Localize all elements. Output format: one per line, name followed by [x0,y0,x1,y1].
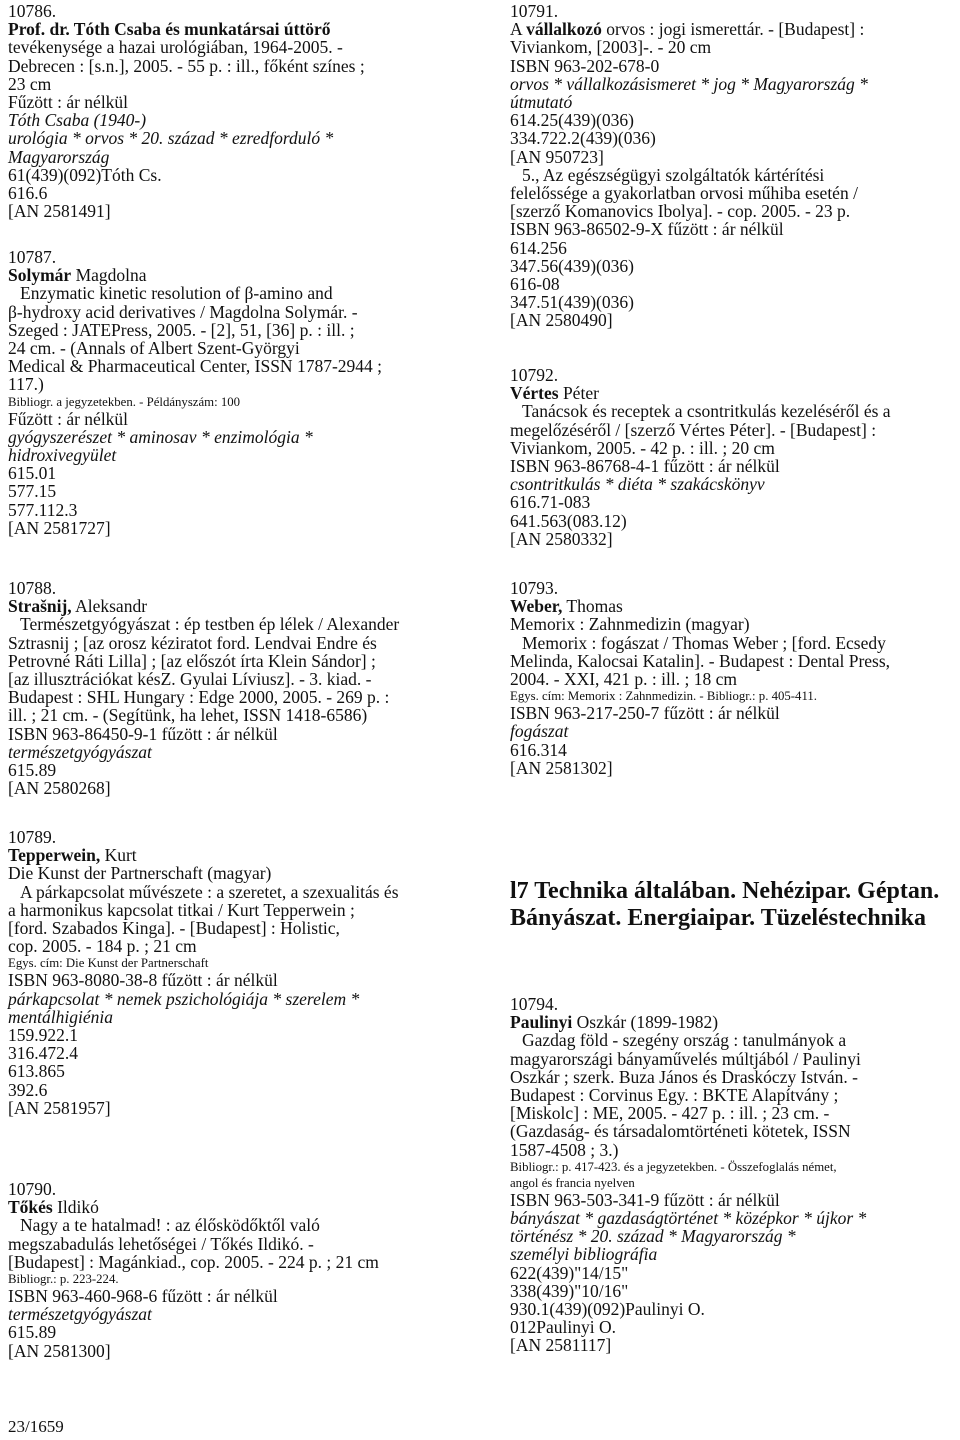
entry-title-line: Nagy a te hatalmad! : az élősködőktől való [20,1215,320,1236]
entry-line: Budapest : Corvinus Egy. : BKTE Alapítvány ; [510,1085,839,1106]
entry-line: [AN 2581117] [510,1335,612,1356]
entry-number: 10792. [510,365,559,385]
entry-line: Oszkár ; szerk. Buza János és Draskóczy István. - [510,1066,858,1087]
author-surname: Vértes [510,383,559,404]
entry-title-line: Tanácsok és receptek a csontritkulás kezeléséről és a [522,401,891,422]
author-surname: Strašnij, [8,596,72,617]
entry-line: [AN 2581491] [8,201,111,222]
entry-line: 117.) [8,374,44,395]
entry-line: a harmonikus kapcsolat titkai / Kurt Tepperwein ; [8,899,355,920]
entry-line: 23 cm [8,73,52,94]
author-given-name: Oszkár (1899-1982) [572,1012,719,1033]
author-surname: Prof. dr. Tóth Csaba és munkatársai úttörő [8,19,331,40]
author-surname: Weber, [510,596,563,617]
entry-line: 577.112.3 [8,499,78,520]
entry-line: 641.563(083.12) [510,510,627,531]
entry-line: 577.15 [8,481,57,502]
catalog-entry [8,1180,379,1360]
entry-line: magyarországi bányaművelés múltjából / Paulinyi [510,1048,861,1069]
entry-line: 159.922.1 [8,1025,78,1046]
entry-line: Memorix : Zahnmedizin (magyar) [510,614,750,635]
catalog-entry [510,2,868,330]
title-prefix: A [510,19,527,40]
catalog-entry [8,2,365,220]
subject-terms-line: gyógyszerészet * aminosav * enzimológia * [8,426,313,447]
author-given-name: Ildikó [52,1197,99,1218]
subject-terms-line: mentálhigiénia [8,1006,113,1027]
entry-line: 613.865 [8,1061,65,1082]
author-given-name: Magdolna [71,265,147,286]
section-heading-line: l7 Technika általában. Nehézipar. Géptan. [510,878,940,904]
entry-line: ISBN 963-86450-9-1 fűzött : ár nélkül [8,723,278,744]
entry-title-line: Memorix : fogászat / Thomas Weber ; [ford. Ecsedy [522,632,886,653]
entry-note: Egys. cím: Die Kunst der Partnerschaft [8,956,209,971]
subject-terms-line: orvos * vállalkozásismeret * jog * Magyarország * [510,73,868,94]
entry-line: 24 cm. - (Annals of Albert Szent-Györgyi [8,338,300,359]
entry-line: [AN 2580268] [8,778,111,799]
entry-line: ISBN 963-8080-38-8 fűzött : ár nélkül [8,970,278,991]
entry-title-line: Gazdag föld - szegény ország : tanulmányok a [522,1030,847,1051]
entry-line: 1587-4508 ; 3.) [510,1139,619,1160]
subject-terms-line: történész * 20. század * Magyarország * [510,1226,796,1247]
entry-line: Medical & Pharmaceutical Center, ISSN 1787-2944 ; [8,356,383,377]
entry-line: Fűzött : ár nélkül [8,92,129,113]
entry-line: [AN 2581957] [8,1097,111,1118]
entry-line: 61(439)(092)Tóth Cs. [8,164,162,185]
entry-note: Bibliogr. a jegyzetekben. - Példányszám: 100 [8,394,241,409]
entry-line: ISBN 963-202-678-0 [510,55,660,76]
entry-line: 622(439)"14/15" [510,1262,629,1283]
entry-line: 347.56(439)(036) [510,255,634,276]
page-reference: 23/1659 [8,1417,64,1436]
subject-terms-line: útmutató [510,92,573,113]
entry-line: Die Kunst der Partnerschaft (magyar) [8,863,272,884]
entry-author [8,846,399,864]
entry-line: [ford. Szabados Kinga]. - [Budapest] : Holistic, [8,918,340,939]
subject-terms-line: Magyarország [8,146,110,167]
subject-terms-line: bányászat * gazdaságtörténet * középkor * újkor * [510,1208,867,1229]
entry-line: cop. 2005. - 184 p. ; 21 cm [8,936,197,957]
entry-line: 616-08 [510,274,560,295]
entry-author [8,20,365,38]
entry-line: Fűzött : ár nélkül [8,408,129,429]
catalog-entry [8,248,382,537]
entry-line: 615.01 [8,463,57,484]
subject-terms-line: természetgyógyászat [8,1304,152,1325]
entry-line: Budapest : SHL Hungary : Edge 2000, 2005. - 269 p. : [8,687,390,708]
entry-note: Bibliogr.: p. 223-224. [8,1272,119,1287]
entry-author [8,1198,379,1216]
entry-line: 338(439)"10/16" [510,1280,629,1301]
entry-line: [AN 2581727] [8,517,111,538]
title-rest: orvos : jogi ismerettár. - [Budapest] : [601,19,865,40]
author-surname: Paulinyi [510,1012,573,1033]
entry-line: Viviankom, 2005. - 42 p. : ill. ; 20 cm [510,437,775,458]
entry-note: Egys. cím: Memorix : Zahnmedizin. - Bibliogr.: p. 405-411. [510,689,817,704]
entry-line: Debrecen : [s.n.], 2005. - 55 p. : ill., főként színes ; [8,55,365,76]
subject-terms-line: párkapcsolat * nemek pszichológiája * szerelem * [8,988,360,1009]
entry-line: 316.472.4 [8,1043,78,1064]
entry-line: ISBN 963-86768-4-1 fűzött : ár nélkül [510,456,780,477]
author-surname: Tőkés [8,1197,53,1218]
entry-line: [AN 2580332] [510,528,613,549]
subject-terms-line: természetgyógyászat [8,741,152,762]
entry-title-line: A párkapcsolat művészete : a szeretet, a szexualitás és [20,881,399,902]
section-heading-line: Bányászat. Energiaipar. Tüzeléstechnika [510,905,927,931]
entry-line: [AN 2581300] [8,1340,111,1361]
entry-line: 616.71-083 [510,492,591,513]
entry-line: 616.6 [8,183,48,204]
entry-line: Petrovné Ráti Lilla] ; [az előszót írta Klein Sándor] ; [8,650,376,671]
entry-line: [szerző Komanovics Ibolya]. - cop. 2005. - 23 p. [510,201,851,222]
section-heading [510,878,939,932]
entry-line: ISBN 963-86502-9-X fűzött : ár nélkül [510,219,784,240]
entry-author [8,266,382,284]
entry-title-line: Enzymatic kinetic resolution of β-amino and [20,283,333,304]
subject-terms-line: személyi bibliográfia [510,1244,658,1265]
author-given-name: Thomas [562,596,623,617]
entry-line: Melinda, Kalocsai Katalin]. - Budapest : Dental Press, [510,650,891,671]
author-surname: Solymár [8,265,72,286]
entry-number: 10787. [8,247,57,267]
entry-line: 614.25(439)(036) [510,110,634,131]
entry-number: 10791. [510,1,559,21]
entry-number: 10790. [8,1179,57,1199]
entry-line: 614.256 [510,237,567,258]
subject-terms-line: csontritkulás * diéta * szakácskönyv [510,474,765,495]
author-given-name: Péter [558,383,599,404]
entry-line: megszabadulás lehetőségei / Tőkés Ildikó. - [8,1233,314,1254]
entry-note: angol és francia nyelven [510,1175,635,1190]
catalog-entry [8,579,399,797]
entry-number: 10786. [8,1,57,21]
entry-title-line: 5., Az egészségügyi szolgáltatók kártérítési [522,164,825,185]
catalog-entry [510,995,866,1355]
author-given-name: Kurt [100,845,137,866]
entry-line: ISBN 963-217-250-7 fűzött : ár nélkül [510,703,780,724]
catalog-entry [510,579,890,777]
entry-number: 10789. [8,827,57,847]
entry-line: [AN 950723] [510,146,604,167]
entry-line: ill. ; 21 cm. - (Segítünk, ha lehet, ISSN 1418-6586) [8,705,368,726]
entry-line: [az illusztrációkat késZ. Gyulai Líviusz]. - 3. kiad. - [8,669,372,690]
entry-line: (Gazdaság- és társadalomtörténeti kötetek, ISSN [510,1121,851,1142]
entry-author [510,1013,866,1031]
entry-line: Sztrasnij ; [az orosz kéziratot ford. Lendvai Endre és [8,632,377,653]
entry-line: [Miskolc] : ME, 2005. - 427 p. : ill. ; 23 cm. - [510,1103,830,1124]
entry-line: 615.89 [8,760,57,781]
entry-author [510,384,891,402]
entry-line: tevékenysége a hazai urológiában, 1964-2005. - [8,37,343,58]
entry-line: 930.1(439)(092)Paulinyi O. [510,1299,705,1320]
catalog-entry [510,366,891,548]
entry-title-line [510,20,868,38]
entry-line: [AN 2580490] [510,310,613,331]
entry-line: 2004. - XXI, 421 p. : ill. ; 18 cm [510,669,737,690]
entry-line: 012Paulinyi O. [510,1317,616,1338]
entry-title-line: Természetgyógyászat : ép testben ép lélek / Alexander [20,614,400,635]
subject-terms-line: Tóth Csaba (1940-) [8,110,147,131]
entry-line: megelőzéséről / [szerző Vértes Péter]. - [Budapest] : [510,419,877,440]
subject-terms-line: urológia * orvos * 20. század * ezredforduló * [8,128,334,149]
entry-line: [Budapest] : Magánkiad., cop. 2005. - 224 p. ; 21 cm [8,1251,379,1272]
entry-line: [AN 2581302] [510,757,613,778]
entry-line: 616.314 [510,739,567,760]
entry-line: ISBN 963-503-341-9 fűzött : ár nélkül [510,1189,780,1210]
entry-line: 347.51(439)(036) [510,292,634,313]
entry-number: 10793. [510,578,559,598]
entry-line: ISBN 963-460-968-6 fűzött : ár nélkül [8,1286,278,1307]
entry-number: 10794. [510,994,559,1014]
entry-line: Viviankom, [2003]-. - 20 cm [510,37,712,58]
entry-line: 334.722.2(439)(036) [510,128,656,149]
subject-terms-line: fogászat [510,721,569,742]
catalog-entry [8,828,399,1117]
entry-line: Szeged : JATEPress, 2005. - [2], 51, [36] p. : ill. ; [8,319,355,340]
entry-line: β-hydroxy acid derivatives / Magdolna Solymár. - [8,301,358,322]
entry-note: Bibliogr.: p. 417-423. és a jegyzetekben. - Összefoglalás német, [510,1159,837,1174]
entry-author [510,597,890,615]
entry-line: felelőssége a gyakorlatban orvosi műhiba esetén / [510,183,858,204]
title-keyword: vállalkozó [526,19,602,40]
subject-terms-line: hidroxivegyület [8,445,117,466]
entry-number: 10788. [8,578,57,598]
entry-line: 615.89 [8,1322,57,1343]
entry-author [8,597,399,615]
author-surname: Tepperwein, [8,845,101,866]
author-given-name: Aleksandr [71,596,148,617]
entry-line: 392.6 [8,1079,48,1100]
